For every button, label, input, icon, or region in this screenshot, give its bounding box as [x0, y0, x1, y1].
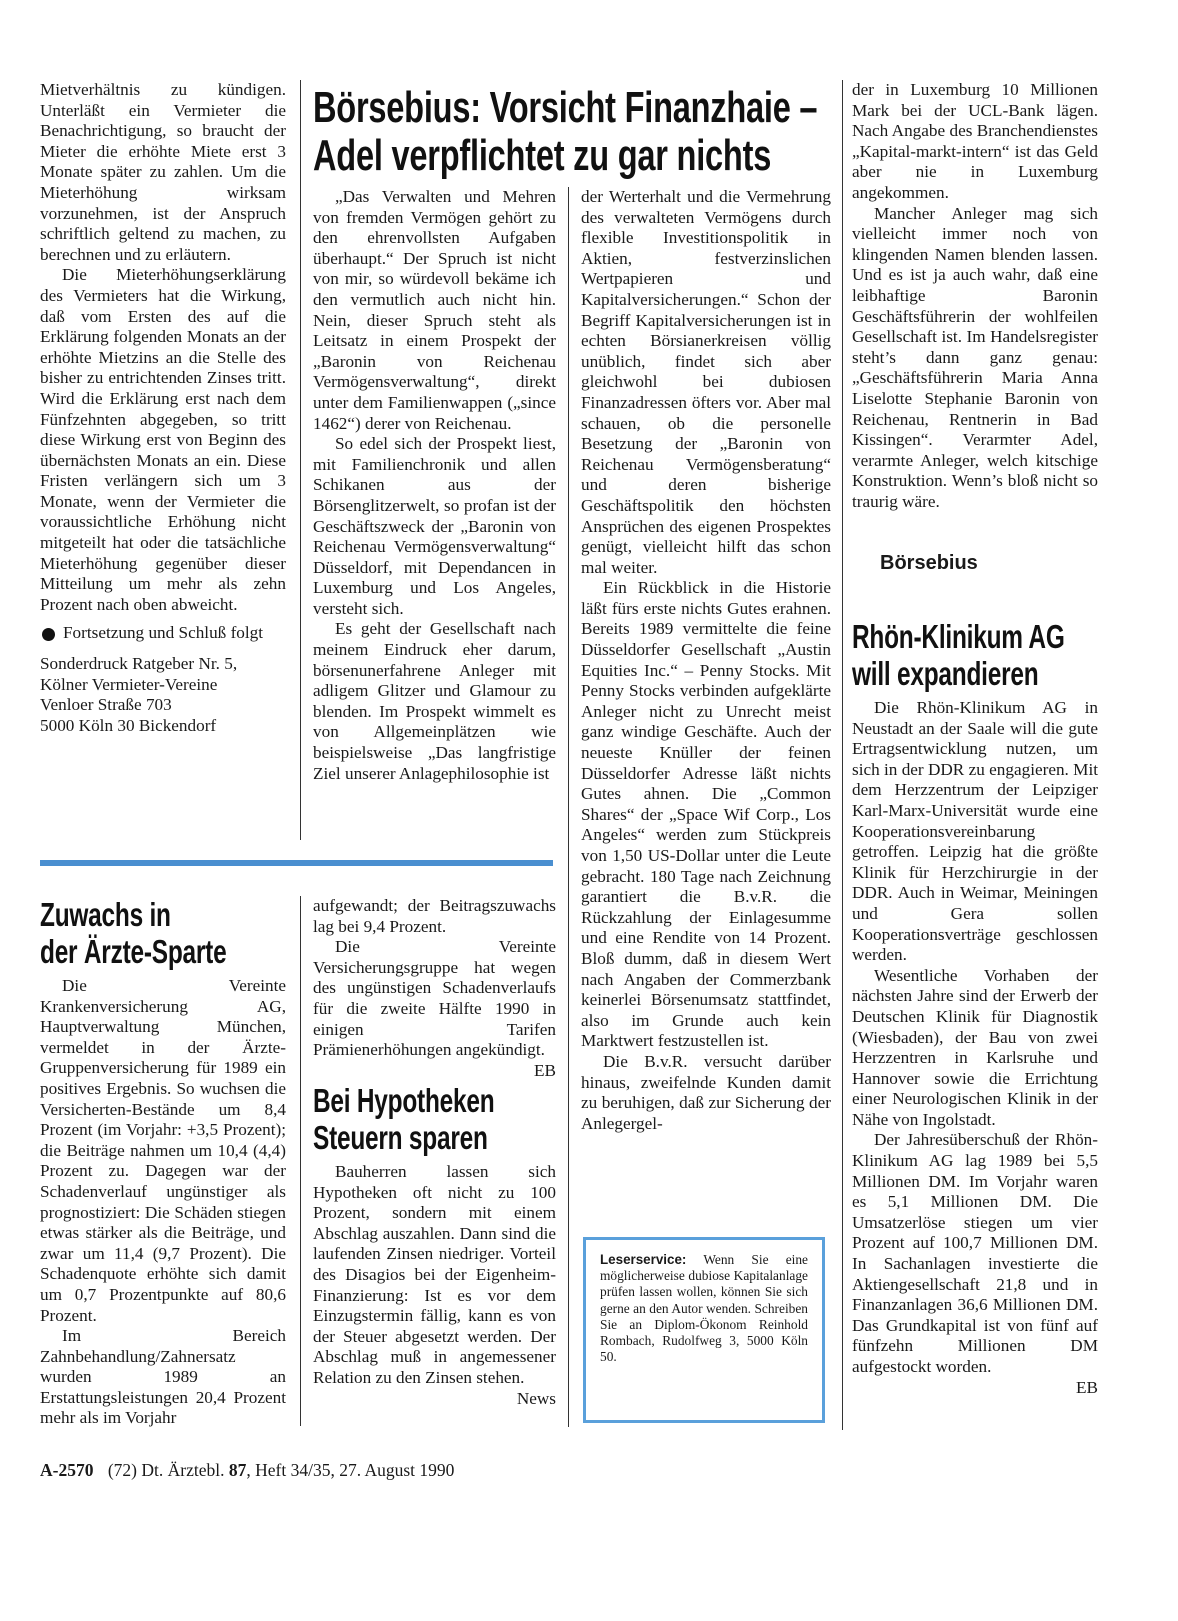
column-rule	[568, 187, 569, 1427]
column-rule	[842, 80, 843, 1430]
headline-line: Adel verpflichtet zu gar nichts	[313, 131, 772, 180]
rhoen-paragraph: Der Jahresüberschuß der Rhön-Klinikum AG lag 1989 bei 5,5 Millionen DM. Im Vorjahr waren es 5,1 Millionen DM. Die Umsatzerlöse stiegen um vier Prozent auf 100,7 Millionen DM. In Sachanlagen investierte die Aktiengesellschaft 21,8 und in Finanzanlagen 36,6 Millionen DM. Das Grundkapital ist von fünf auf fünfzehn Millionen DM aufgestockt worden.	[852, 1130, 1098, 1376]
boersebius-headline	[313, 84, 817, 180]
rhoen-article	[852, 698, 1098, 1398]
hypotheken-article	[313, 1162, 556, 1409]
boersebius-paragraph: Es geht der Gesellschaft nach meinem Eindruck eher darum, börsenunerfahrene Anleger mit adligem Glitzer und Glamour zu blenden. Im Prospekt wimmelt es von Allgemeinplätzen wie beispielsweise „Das langfristige Ziel unserer Anlagephilosophie ist	[313, 619, 556, 783]
rhoen-author: EB	[1076, 1377, 1098, 1397]
boersebius-col-2	[581, 187, 831, 1134]
aerzte-headline	[40, 896, 226, 970]
aerzte-col-2	[313, 896, 556, 1081]
footer-volume: 87	[228, 1460, 247, 1480]
source-line: Kölner Vermieter-Vereine	[40, 674, 218, 694]
hypotheken-headline	[313, 1082, 494, 1156]
leserservice-label: Leserservice:	[600, 1252, 687, 1267]
rhoen-paragraph: Die Rhön-Klinikum AG in Neustadt an der Saale will die gute Ertragsentwicklung nutzen, um sich in der DDR zu engagieren. Mit dem Herzzentrum der Leipziger Karl-Marx-Universität wurde eine Kooperationsvereinbarung getroffen. Leipzig hat die größte Klinik für Herzchirurgie in der DDR. Auch in Weimar, Meiningen und Gera sollen Kooperationsverträge geschlossen werden.	[852, 698, 1098, 965]
rhoen-paragraph: Wesentliche Vorhaben der nächsten Jahre sind der Erwerb der Deutschen Klinik für Diagnostik (Wiesbaden), der Bau von zwei Herzzentren in Karlsruhe und Hannover sowie die Errichtung einer Neurologischen Klinik in der Nähe von Ingolstadt.	[852, 965, 1098, 1129]
aerzte-author: EB	[534, 1060, 556, 1080]
headline-line: der Ärzte-Sparte	[40, 933, 227, 970]
page-code: A-2570	[40, 1460, 94, 1480]
source-line: Sonderdruck Ratgeber Nr. 5,	[40, 654, 238, 674]
footer-post: , Heft 34/35, 27. August 1990	[246, 1460, 455, 1480]
hypotheken-paragraph: Bauherren lassen sich Hypotheken oft nicht zu 100 Prozent, sondern mit einem Abschlag auszahlen. Dann sind die laufenden Zinsen niedriger. Vorteil des Disagios bei der Eigenheim-Finanzierung: Ist es vor dem Einzugstermin fällig, kann es von der Steuer abgesetzt werden. Der Abschlag muß in angemessener Relation zu den Zinsen stehen.	[313, 1162, 556, 1387]
aerzte-paragraph: Im Bereich Zahnbehandlung/Zahnersatz wurden 1989 an Erstattungsleistungen 20,4 Prozent mehr als im Vorjahr	[40, 1326, 286, 1428]
headline-line: will expandieren	[852, 655, 1039, 692]
source-line: Venloer Straße 703	[40, 695, 172, 715]
boersebius-paragraph: Die B.v.R. versucht darüber hinaus, zweifelnde Kunden damit zu beruhigen, daß zur Sicherung der Anlegergel-	[581, 1051, 831, 1133]
continuation-text: Fortsetzung und Schluß folgt	[63, 623, 264, 643]
source-line: 5000 Köln 30 Bickendorf	[40, 715, 217, 735]
boersebius-col-1	[313, 187, 556, 784]
rent-paragraph: Die Mieterhöhungserklärung des Vermieters hat die Wirkung, daß vom Ersten des auf die Erklärung folgenden Monats an der erhöhte Mietzins an die Stelle des bisher zu entrichtenden Zinses tritt. Wird die Erklärung erst nach dem Fünfzehnten abgegeben, so tritt diese Wirkung erst von Beginn des übernächsten Monats an ein. Diese Fristen verlängern sich um 3 Monate, wenn der Vermieter die voraussichtliche Erhöhung nicht mitgeteilt hat oder die tatsächliche Mieterhöhung gegenüber dieser Mitteilung um mehr als zehn Prozent nach oben abweicht.	[40, 265, 286, 614]
aerzte-paragraph: Die Vereinte Versicherungsgruppe hat wegen des ungünstigen Schadenverlaufs für die zweite Hälfte 1990 in einigen Tarifen Prämienerhöhungen angekündigt.	[313, 937, 556, 1060]
boersebius-paragraph: „Das Verwalten und Mehren von fremden Vermögen gehört zu den ehrenvollsten Aufgaben überhaupt.“ Der Spruch ist nicht von mir, so würdevoll bekäme ich den vermutlich auch nicht hin. Nein, dieser Spruch steht als Leitsatz in einem Prospekt der „Baronin von Reichenau Vermögensverwaltung“, direkt unter dem Familienwappen („since 1462“) derer von Reichenau.	[313, 187, 556, 433]
continuation-note	[40, 623, 286, 644]
author-signature: Börsebius	[880, 552, 978, 574]
bullet-icon	[42, 628, 55, 641]
boersebius-paragraph: So edel sich der Prospekt liest, mit Familienchronik und allen Schikanen aus der Börsenglitzerwelt, so profan ist der Geschäftszweck der „Baronin von Reichenau Vermögensverwaltung“ Düsseldorf, mit Dependancen in Luxemburg und Los Angeles, versteht sich.	[313, 434, 556, 618]
boersebius-paragraph: Mancher Anleger mag sich vielleicht immer noch von klingenden Namen blenden lassen. Und es ist ja auch wahr, daß eine leibhaftige Baronin Geschäftsführerin der wohlfeilen Gesellschaft ist. Im Handelsregister steht’s dann ganz genau: „Geschäftsführerin Maria Anna Liselotte Stephanie Baronin von Reichenau, Rentnerin in Bad Kissingen“. Verarmter Adel, verarmte Anleger, welch kitschige Konstruktion. Wenn’s bloß nicht so traurig wäre.	[852, 203, 1098, 511]
section-divider	[40, 860, 553, 866]
headline-line: Zuwachs in	[40, 896, 171, 933]
headline-line: Rhön-Klinikum AG	[852, 618, 1065, 655]
footer-pre: (72) Dt. Ärztebl.	[107, 1460, 229, 1480]
boersebius-paragraph: Ein Rückblick in die Historie läßt fürs erste nichts Gutes erahnen. Bereits 1989 vermittelte die feine Düsseldorfer Gesellschaft „Austin Equities Inc.“ – Penny Stocks. Mit Penny Stocks verbinden aufgeklärte Anleger nicht zu Unrecht meist ganz windige Geschäfte. Auch der neueste Knüller der feinen Düsseldorfer Adresse läßt nichts Gutes ahnen. Die „Common Shares“ der „Space Wif Corp., Los Angeles“ werden zum Stückpreis von 1,50 US-Dollar unter die Leute gebracht. 180 Tage nach Zeichnung garantiert die B.v.R. die Rückzahlung der Einlagesumme und eine Rendite von 14 Prozent. Bloß dumm, daß in diesem Wert nach Angaben der Commerzbank keinerlei Börsenumsatz stattfindet, also im Grunde auch kein Marktwert festzustellen ist.	[581, 578, 831, 1051]
column-rule	[300, 896, 301, 1426]
rent-source	[40, 654, 286, 736]
leserservice-box	[583, 1237, 825, 1423]
hypotheken-author: News	[516, 1388, 556, 1408]
leserservice-text: Wenn Sie eine möglicherweise dubiose Kapitalanlage prüfen lassen wollen, können Sie sich gerne an den Autor wenden. Schreiben Sie an Diplom-Ökonom Reinhold Rombach, Rudolfweg 3, 5000 Köln 50.	[600, 1252, 808, 1365]
rent-article	[40, 80, 286, 736]
page-footer	[40, 1460, 454, 1481]
headline-line: Börsebius: Vorsicht Finanzhaie –	[313, 83, 818, 132]
boersebius-col-3	[852, 80, 1098, 512]
aerzte-col-1	[40, 976, 286, 1429]
rent-paragraph: Mietverhältnis zu kündigen. Unterläßt ein Vermieter die Benachrichtigung, so braucht der Mieter die erhöhte Miete erst 3 Monate später zu zahlen. Um die Mieterhöhung wirksam vorzunehmen, ist der Anspruch schriftlich geltend zu machen, zu berechnen und zu erläutern.	[40, 80, 286, 264]
column-rule	[300, 80, 301, 840]
aerzte-paragraph: Die Vereinte Krankenversicherung AG, Hauptverwaltung München, vermeldet in der Ärzte-Gruppenversicherung für 1989 ein positives Ergebnis. So wuchsen die Versicherten-Bestände um 8,4 Prozent (im Vorjahr: +3,5 Prozent); die Beiträge nahmen um 10,4 (4,4) Prozent zu. Dagegen war der Schadenverlauf ungünstiger als prognostiziert: Die Schäden stiegen etwas stärker als die Beiträge, und zwar um 11,4 (9,7 Prozent). Die Schadenquote erhöhte sich damit um 0,7 Prozentpunkte auf 80,6 Prozent.	[40, 976, 286, 1325]
aerzte-paragraph: aufgewandt; der Beitragszuwachs lag bei 9,4 Prozent.	[313, 896, 556, 936]
boersebius-paragraph: der Werterhalt und die Vermehrung des verwalteten Vermögens durch flexible Investitionspolitik in Aktien, festverzinslichen Wertpapieren und Kapitalversicherungen.“ Schon der Begriff Kapitalversicherungen ist in echten Börsianerkreisen völlig unüblich, findet sich aber gleichwohl bei dubiosen Finanzadressen öfters vor. Aber mal schauen, ob die personelle Besetzung der „Baronin von Reichenau Vermögensberatung“ und deren bisherige Geschäftspolitik den höchsten Ansprüchen des eigenen Prospektes genügt, vielleicht hilft das schon mal weiter.	[581, 187, 831, 577]
headline-line: Steuern sparen	[313, 1119, 488, 1156]
boersebius-paragraph: der in Luxemburg 10 Millionen Mark bei der UCL-Bank lägen. Nach Angabe des Branchendienstes „Kapital-markt-intern“ ist das Geld aber nie in Luxemburg angekommen.	[852, 80, 1098, 202]
headline-line: Bei Hypotheken	[313, 1082, 495, 1119]
rhoen-headline	[852, 618, 1065, 692]
